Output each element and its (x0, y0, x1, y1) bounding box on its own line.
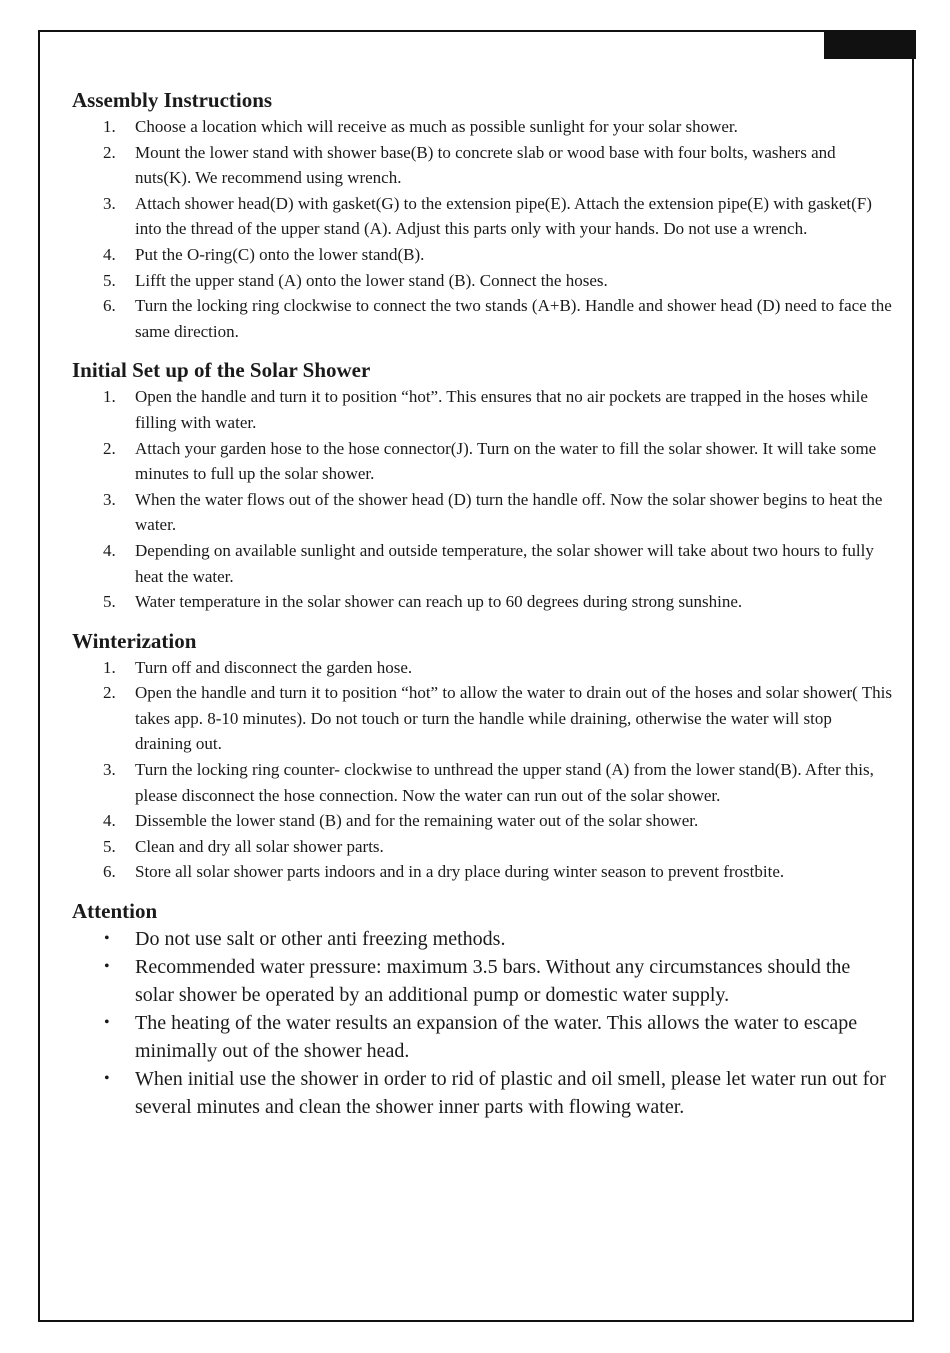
list-item (72, 538, 892, 589)
corner-tab (824, 30, 916, 59)
list-item (72, 808, 892, 834)
item-text: Lifft the upper stand (A) onto the lower stand (B). Connect the hoses. (135, 270, 608, 290)
item-text: Dissemble the lower stand (B) and for the remaining water out of the solar shower. (135, 811, 699, 831)
list-item (72, 1009, 892, 1065)
list-item (72, 757, 892, 808)
item-number: 4. (103, 811, 116, 831)
list-item (72, 140, 892, 191)
document-content (72, 86, 892, 1121)
winterization-list (72, 655, 892, 885)
list-item (72, 293, 892, 344)
winterization-heading: Winterization (72, 628, 197, 653)
item-text: Attach your garden hose to the hose connector(J). Turn on the water to fill the solar shower. It will take some minutes to full up the solar shower. (135, 438, 877, 484)
item-text: Do not use salt or other anti freezing methods. (135, 928, 506, 951)
item-number: 5. (103, 836, 116, 856)
list-item (72, 268, 892, 294)
item-number: 5. (103, 592, 116, 612)
item-number: 4. (103, 540, 116, 560)
bullet-icon: • (104, 1014, 110, 1032)
item-text: Depending on available sunlight and outside temperature, the solar shower will take about two hours to fully heat the water. (135, 540, 874, 586)
item-text: When initial use the shower in order to rid of plastic and oil smell, please let water run out for several minutes and clean the shower inner parts with flowing water. (135, 1068, 886, 1119)
item-text: Turn off and disconnect the garden hose. (135, 657, 413, 677)
item-text: Recommended water pressure: maximum 3.5 bars. Without any circumstances should the solar shower be operated by an additional pump or domestic water supply. (135, 956, 851, 1007)
item-number: 3. (103, 193, 116, 213)
attention-list (72, 925, 892, 1121)
list-item (72, 925, 892, 953)
bullet-icon: • (104, 958, 110, 976)
item-number: 1. (103, 657, 116, 677)
list-item (72, 655, 892, 681)
list-item (72, 589, 892, 615)
item-number: 3. (103, 760, 116, 780)
item-text: Attach shower head(D) with gasket(G) to the extension pipe(E). Attach the extension pipe(E) with gasket(F) into the thread of the upper stand (A). Adjust this parts only with your hands. Do not use a wrench. (135, 193, 872, 239)
item-number: 2. (103, 438, 116, 458)
item-text: Water temperature in the solar shower can reach up to 60 degrees during strong sunshine. (135, 592, 743, 612)
item-text: Open the handle and turn it to position “hot”. This ensures that no air pockets are trapped in the hoses while filling with water. (135, 387, 868, 432)
item-number: 2. (103, 683, 116, 703)
list-item (72, 436, 892, 487)
list-item (72, 1065, 892, 1121)
item-text: Put the O-ring(C) onto the lower stand(B). (135, 244, 425, 264)
list-item (72, 242, 892, 268)
item-number: 1. (103, 387, 116, 407)
list-item (72, 114, 892, 140)
item-text: Mount the lower stand with shower base(B) to concrete slab or wood base with four bolts, washers and nuts(K). We recommend using wrench. (135, 142, 836, 188)
item-number: 5. (103, 270, 116, 290)
item-text: The heating of the water results an expansion of the water. This allows the water to escape minimally out of the shower head. (135, 1012, 858, 1063)
attention-heading: Attention (72, 899, 158, 924)
bullet-icon: • (104, 1070, 110, 1088)
item-number: 6. (103, 862, 116, 882)
item-text: Turn the locking ring clockwise to connect the two stands (A+B). Handle and shower head (D) need to face the same direction. (135, 296, 892, 341)
list-item (72, 953, 892, 1009)
list-item (72, 859, 892, 885)
item-text: When the water flows out of the shower head (D) turn the handle off. Now the solar shower begins to heat the water. (135, 489, 883, 535)
item-text: Choose a location which will receive as much as possible sunlight for your solar shower. (135, 117, 738, 136)
item-number: 3. (103, 489, 116, 509)
item-number: 2. (103, 142, 116, 162)
item-text: Store all solar shower parts indoors and in a dry place during winter season to prevent frostbite. (135, 862, 785, 882)
setup-list (72, 384, 892, 614)
item-number: 6. (103, 296, 116, 316)
item-text: Clean and dry all solar shower parts. (135, 836, 384, 856)
assembly-list (72, 114, 892, 344)
list-item (72, 680, 892, 757)
list-item (72, 487, 892, 538)
item-text: Turn the locking ring counter- clockwise to unthread the upper stand (A) from the lower stand(B). After this, please disconnect the hose connection. Now the water can run out of the solar shower. (135, 760, 874, 805)
list-item (72, 834, 892, 860)
list-item (72, 191, 892, 242)
item-number: 1. (103, 117, 116, 136)
bullet-icon: • (104, 930, 110, 948)
item-text: Open the handle and turn it to position “hot” to allow the water to drain out of the hoses and solar shower( This takes app. 8-10 minutes). Do not touch or turn the handle while draining, otherwise the water will stop draining out. (135, 683, 892, 754)
list-item (72, 384, 892, 435)
setup-heading: Initial Set up of the Solar Shower (72, 358, 371, 383)
assembly-heading: Assembly Instructions (72, 88, 273, 112)
item-number: 4. (103, 244, 116, 264)
